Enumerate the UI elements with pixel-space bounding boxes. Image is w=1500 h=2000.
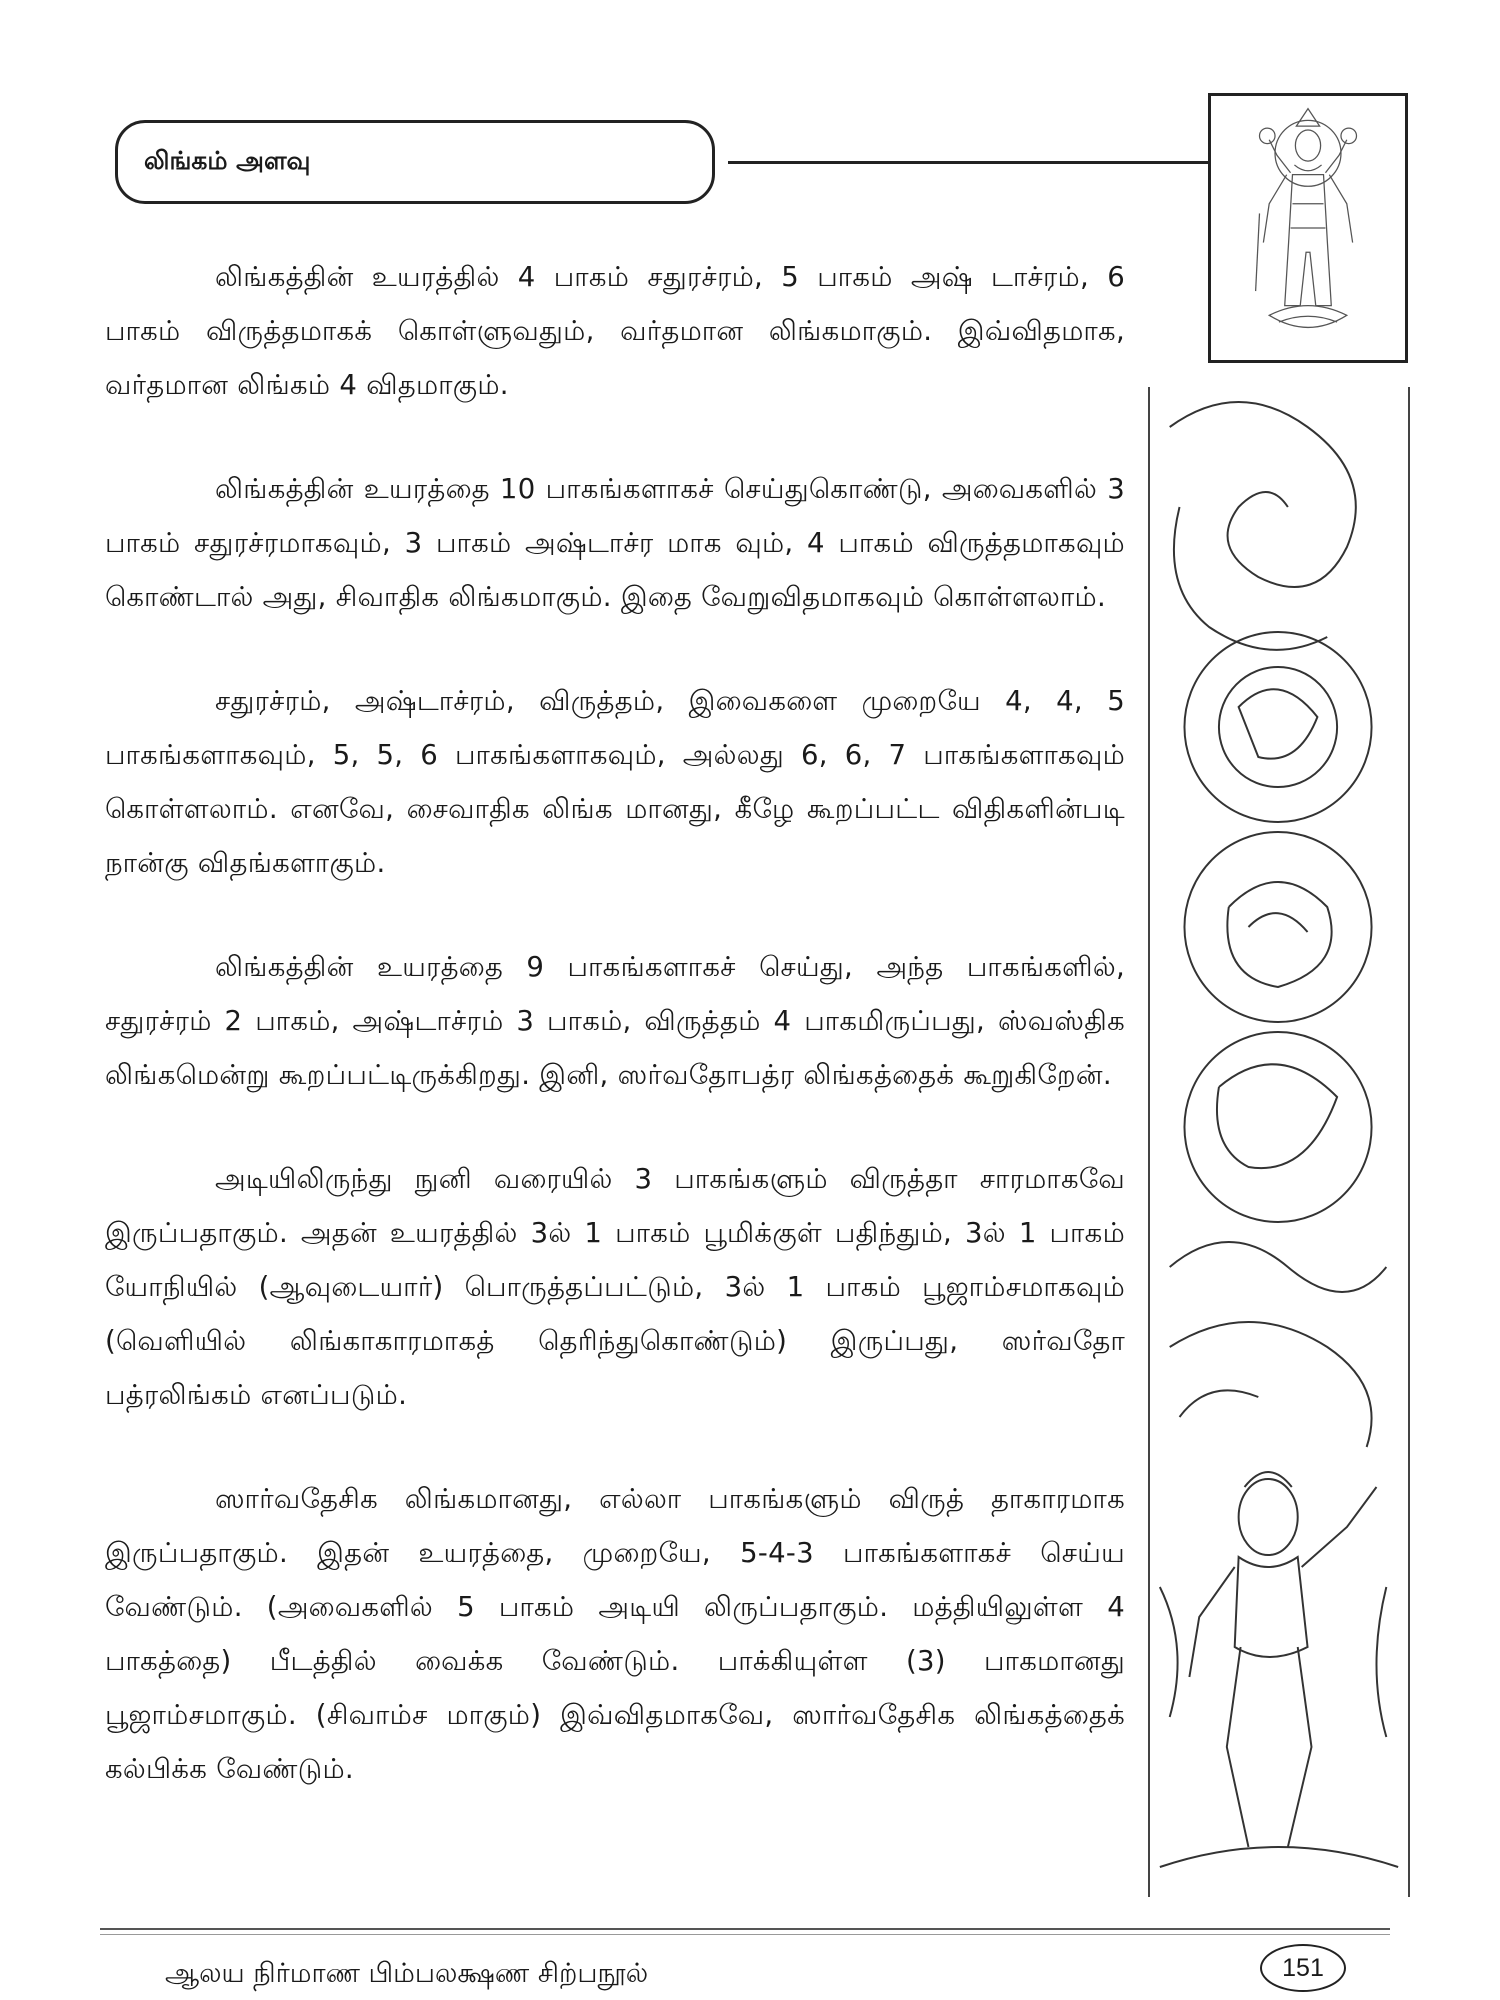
title-rule <box>728 161 1208 164</box>
deity-figure-icon <box>1208 93 1408 363</box>
body-text <box>105 250 1125 1846</box>
floral-ornament-icon <box>1148 387 1410 1897</box>
footer-rule-thin <box>100 1934 1390 1935</box>
section-title: லிங்கம் அளவு <box>144 145 311 175</box>
page-number: 151 <box>1260 1944 1346 1992</box>
section-title-box <box>115 120 715 204</box>
paragraph: ஸார்வதேசிக லிங்கமானது, எல்லா பாகங்களும் விருத் தாகாரமாக இருப்பதாகும். இதன் உயரத்தை, முறையே, 5-4-3 பாகங்களாகச் செய்ய வேண்டும். (அவைகளில் 5 பாகம் அடியி லிருப்பதாகும். மத்தியிலுள்ள 4 பாகத்தை) பீடத்தில் வைக்க வேண்டும். பாக்கியுள்ள (3) பாகமானது பூஜாம்சமாகும். (சிவாம்ச மாகும்) இவ்விதமாகவே, ஸார்வதேசிக லிங்கத்தைக் கல்பிக்க வேண்டும். <box>105 1483 1125 1785</box>
footer-rule <box>100 1928 1390 1930</box>
paragraph: லிங்கத்தின் உயரத்தில் 4 பாகம் சதுரச்ரம், 5 பாகம் அஷ் டாச்ரம், 6 பாகம் விருத்தமாகக் கொள்ளுவதும், வர்தமான லிங்கமாகும். இவ்விதமாக, வர்தமான லிங்கம் 4 விதமாகும். <box>105 261 1125 401</box>
paragraph: அடியிலிருந்து நுனி வரையில் 3 பாகங்களும் விருத்தா சாரமாகவே இருப்பதாகும். அதன் உயரத்தில் 3ல் 1 பாகம் பூமிக்குள் பதிந்தும், 3ல் 1 பாகம் யோநியில் (ஆவுடையார்) பொருத்தப்பட்டும், 3ல் 1 பாகம் பூஜாம்சமாகவும் (வெளியில் லிங்காகாரமாகத் தெரிந்துகொண்டும்) இருப்பது, ஸர்வதோ பத்ரலிங்கம் எனப்படும். <box>105 1163 1125 1411</box>
footer-book-title: ஆலய நிர்மாண பிம்பலக்ஷண சிற்பநூல் <box>165 1958 649 1989</box>
paragraph: லிங்கத்தின் உயரத்தை 9 பாகங்களாகச் செய்து, அந்த பாகங்களில், சதுரச்ரம் 2 பாகம், அஷ்டாச்ரம் 3 பாகம், விருத்தம் 4 பாகமிருப்பது, ஸ்வஸ்திக லிங்கமென்று கூறப்பட்டிருக்கிறது. இனி, ஸர்வதோபத்ர லிங்கத்தைக் கூறுகிறேன். <box>105 951 1125 1091</box>
paragraph: சதுரச்ரம், அஷ்டாச்ரம், விருத்தம், இவைகளை முறையே 4, 4, 5 பாகங்களாகவும், 5, 5, 6 பாகங்களாகவும், அல்லது 6, 6, 7 பாகங்களாகவும் கொள்ளலாம். எனவே, சைவாதிக லிங்க மானது, கீழே கூறப்பட்ட விதிகளின்படி நான்கு விதங்களாகும். <box>105 685 1125 879</box>
paragraph: லிங்கத்தின் உயரத்தை 10 பாகங்களாகச் செய்துகொண்டு, அவைகளில் 3 பாகம் சதுரச்ரமாகவும், 3 பாகம் அஷ்டாச்ர மாக வும், 4 பாகம் விருத்தமாகவும் கொண்டால் அது, சிவாதிக லிங்கமாகும். இதை வேறுவிதமாகவும் கொள்ளலாம். <box>105 473 1125 613</box>
